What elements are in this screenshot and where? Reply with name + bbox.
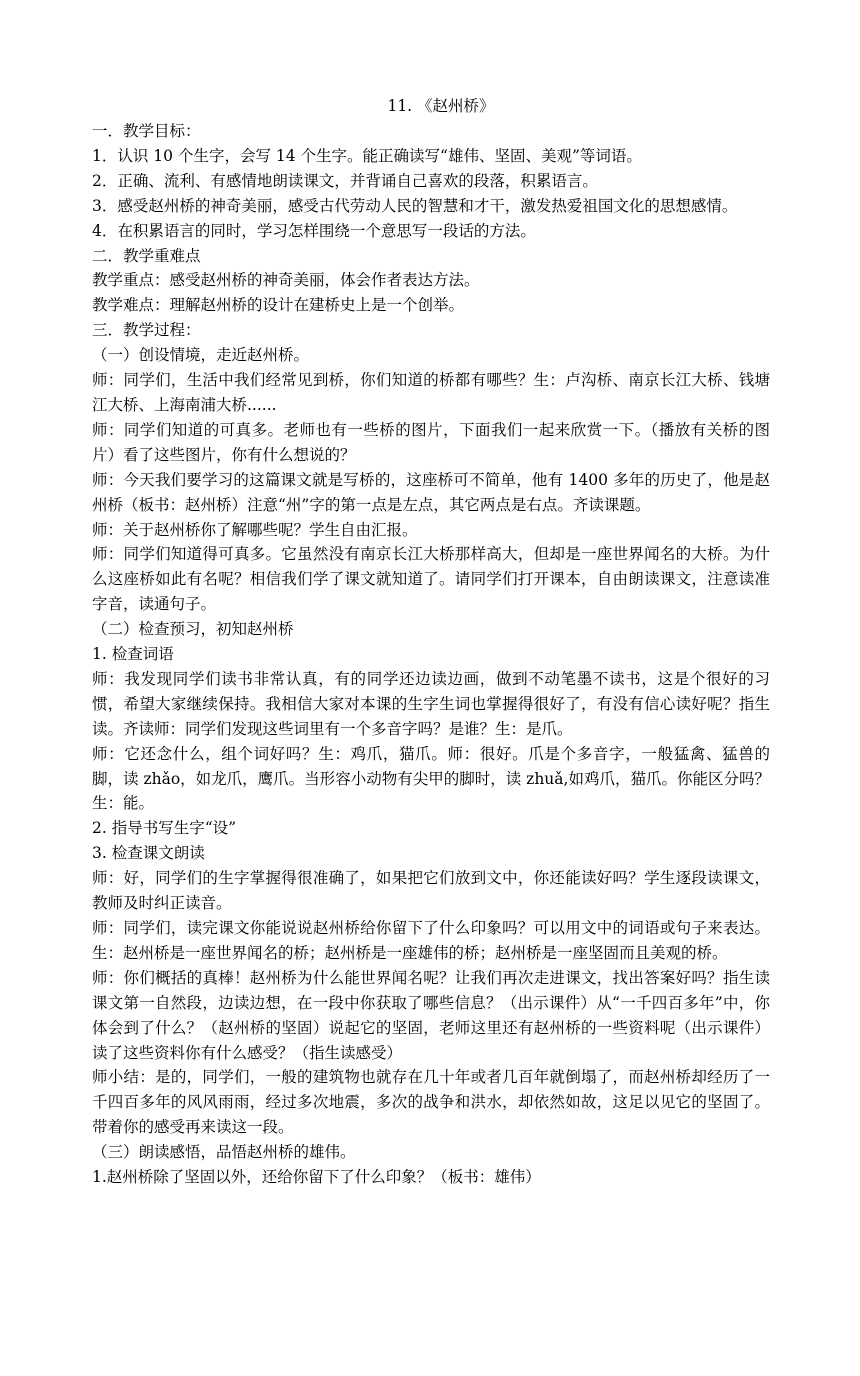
paragraph: 师：同学们，读完课文你能说说赵州桥给你留下了什么印象吗？可以用文中的词语或句子来表达。生：赵州桥是一座世界闻名的桥；赵州桥是一座雄伟的桥；赵州桥是一座坚固而且美观的桥。 (92, 919, 770, 962)
paragraph: 师：今天我们要学习的这篇课文就是写桥的，这座桥可不简单，他有 1400 多年的历史了，他是赵州桥（板书：赵州桥）注意“州”字的第一点是左点，其它两点是右点。齐读课题。 (92, 470, 770, 514)
paragraph: 二．教学重难点 (92, 246, 201, 265)
paragraph: 教学重点：感受赵州桥的神奇美丽，体会作者表达方法。 (92, 271, 480, 290)
paragraph: 师：我发现同学们读书非常认真，有的同学还边读边画，做到不动笔墨不读书，这是个很好的习惯，希望大家继续保持。我相信大家对本课的生字生词也掌握得很好了，有没有信心读好呢？指生读。齐读师：同学们发现这些词里有一个多音字吗？是谁？生：是爪。 (92, 669, 770, 738)
paragraph: 1．认识 10 个生字，会写 14 个生字。能正确读写“雄伟、坚固、美观”等词语。 (92, 146, 642, 165)
paragraph: 1.赵州桥除了坚固以外，还给你留下了什么印象？（板书：雄伟） (92, 1168, 541, 1187)
paragraph: 师小结：是的，同学们，一般的建筑物也就存在几十年或者几百年就倒塌了，而赵州桥却经历了一千四百多年的风风雨雨，经过多次地震，多次的战争和洪水，却依然如故，这足以见它的坚固了。带着你的感受再来读这一段。 (92, 1068, 770, 1137)
paragraph: 师：好，同学们的生字掌握得很准确了，如果把它们放到文中，你还能读好吗？学生逐段读课文，教师及时纠正读音。 (92, 869, 770, 913)
paragraph: 一．教学目标： (92, 122, 201, 140)
paragraph: 师：同学们知道得可真多。它虽然没有南京长江大桥那样高大，但却是一座世界闻名的大桥。为什么这座桥如此有名呢？相信我们学了课文就知道了。请同学们打开课本，自由朗读课文，注意读准字音，读通句子。 (92, 545, 770, 614)
paragraph: 教学难点：理解赵州桥的设计在建桥史上是一个创举。 (92, 296, 465, 315)
document-body (92, 119, 770, 1190)
paragraph: 2．正确、流利、有感情地朗读课文，并背诵自己喜欢的段落，积累语言。 (92, 171, 598, 190)
paragraph: 1. 检查词语 (92, 645, 174, 664)
paragraph: 师：同学们知道的可真多。老师也有一些桥的图片，下面我们一起来欣赏一下。（播放有关桥的图片）看了这些图片，你有什么想说的？ (92, 420, 770, 464)
paragraph: 三．教学过程： (92, 321, 201, 340)
paragraph: （三）朗读感悟，品悟赵州桥的雄伟。 (92, 1143, 356, 1162)
paragraph: 3．感受赵州桥的神奇美丽，感受古代劳动人民的智慧和才干，激发热爱祖国文化的思想感情。 (92, 196, 738, 215)
paragraph: （二）检查预习，初知赵州桥 (92, 620, 294, 639)
document-page (92, 94, 770, 1190)
paragraph: 师：你们概括的真棒！赵州桥为什么能世界闻名呢？让我们再次走进课文，找出答案好吗？指生读课文第一自然段，边读边想，在一段中你获取了哪些信息？（出示课件）从“一千四百多年”中，你体会到了什么？（赵州桥的坚固）说起它的坚固，老师这里还有赵州桥的一些资料呢（出示课件）读了这些资料你有什么感受？（指生读感受） (92, 968, 770, 1062)
document-title: 11. 《赵州桥》 (387, 97, 495, 115)
paragraph: 师：关于赵州桥你了解哪些呢？学生自由汇报。 (92, 520, 418, 539)
paragraph: 3. 检查课文朗读 (92, 844, 205, 863)
paragraph: 2. 指导书写生字“设” (92, 819, 237, 838)
paragraph: （一）创设情境，走近赵州桥。 (92, 346, 310, 365)
paragraph: 师：它还念什么，组个词好吗？生：鸡爪，猫爪。师：很好。爪是个多音字，一般猛禽、猛兽的脚，读 zhǎo，如龙爪，鹰爪。当形容小动物有尖甲的脚时，读 zhuǎ,如鸡爪，猫爪。你能区分吗？生：能。 (92, 744, 770, 813)
paragraph: 师：同学们，生活中我们经常见到桥，你们知道的桥都有哪些？生：卢沟桥、南京长江大桥、钱塘江大桥、上海南浦大桥...... (92, 371, 770, 414)
paragraph: 4．在积累语言的同时，学习怎样围绕一个意思写一段话的方法。 (92, 221, 536, 240)
